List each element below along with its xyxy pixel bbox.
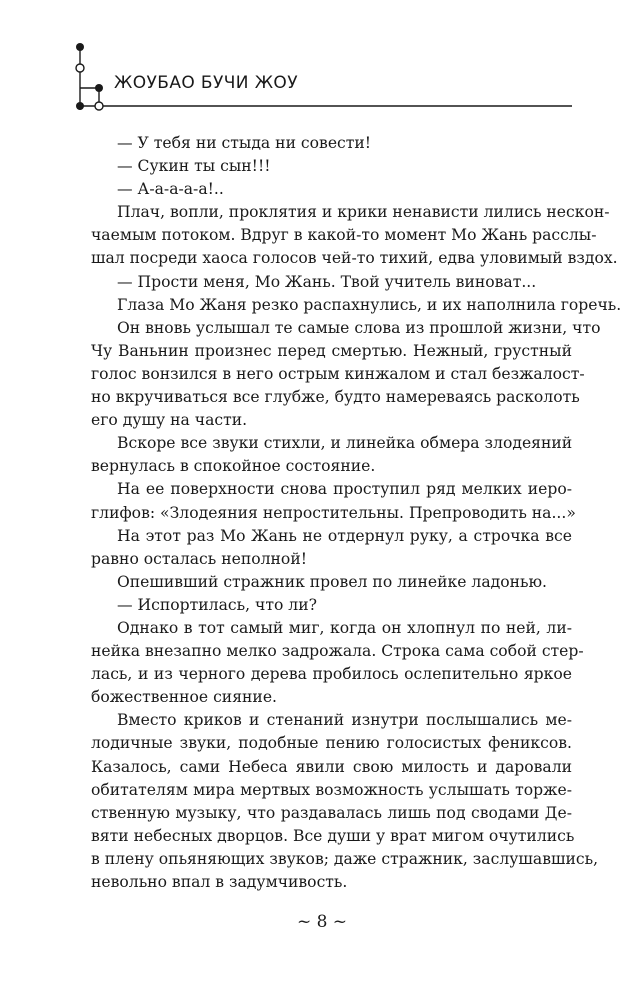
paragraph (91, 617, 584, 709)
header-ornament (0, 0, 644, 112)
paragraph (91, 132, 572, 155)
ornament-ring (95, 102, 103, 110)
paragraph (91, 571, 572, 594)
text-line: нейка внезапно мелко задрожала. Строка сама собой стер- (91, 642, 584, 661)
paragraph (91, 201, 618, 270)
paragraph (91, 178, 572, 201)
paragraph (91, 271, 572, 294)
text-line: чаемым потоком. Вдруг в какой-то момент Мо Жань расслы- (91, 226, 597, 245)
text-line: в плену опьяняющих звуков; даже стражник, заслушавшись, (91, 849, 599, 868)
paragraph (91, 525, 572, 571)
text-line: Вместо криков и стенаний изнутри послышались ме- (117, 711, 572, 730)
text-line: лась, и из черного дерева пробилось ослепительно яркое (91, 665, 572, 684)
text-line: Однако в тот самый миг, когда он хлопнул по ней, ли- (117, 618, 572, 637)
text-line: Плач, вопли, проклятия и крики ненависти лились нескон- (117, 203, 610, 222)
text-line: Казалось, сами Небеса явили свою милость и даровали (91, 757, 572, 776)
text-line: — У тебя ни стыда ни совести! (117, 134, 372, 152)
text-line: Глаза Мо Жаня резко распахнулись, и их наполнила горечь. (117, 295, 622, 314)
paragraph (91, 294, 622, 317)
text-line: вернулась в спокойное состояние. (91, 457, 376, 476)
text-line: глифов: «Злодеяния непростительны. Препроводить на...» (91, 503, 576, 522)
text-line: Чу Ваньнин произнес перед смертью. Нежный, грустный (91, 341, 572, 360)
ornament-dot (95, 84, 103, 92)
body-text (91, 132, 622, 894)
text-line: но вкручиваться все глубже, будто намереваясь расколоть (91, 388, 580, 407)
text-line: обитателям мира мертвых возможность услышать торже- (91, 780, 572, 799)
text-line: — Испортилась, что ли? (117, 595, 317, 614)
running-title: ЖОУБАО БУЧИ ЖОУ (114, 73, 298, 93)
text-line: голос вонзился в него острым кинжалом и стал безжалост- (91, 364, 585, 383)
text-line: невольно впал в задумчивость. (91, 873, 348, 891)
text-line: Опешивший стражник провел по линейке ладонью. (117, 572, 548, 591)
text-line: — А-а-а-а-а!.. (117, 180, 224, 199)
running-header (0, 0, 644, 112)
text-line: лодичные звуки, подобные пению голосистых фениксов. (91, 734, 572, 753)
text-line: равно осталась неполной! (91, 549, 307, 568)
text-line: На этот раз Мо Жань не отдернул руку, а строчка все (117, 526, 572, 545)
paragraph (91, 317, 601, 432)
paragraph (91, 709, 599, 894)
paragraph (91, 432, 572, 478)
ornament-ring (76, 64, 84, 72)
text-line: вяти небесных дворцов. Все души у врат мигом очутились (91, 826, 575, 845)
text-line: шал посреди хаоса голосов чей-то тихий, едва уловимый вздох. (91, 249, 618, 268)
ornament-dot (76, 102, 84, 110)
text-line: его душу на части. (91, 411, 248, 430)
text-line: — Прости меня, Мо Жань. Твой учитель виноват... (117, 272, 537, 291)
page-number: ~ 8 ~ (296, 912, 348, 932)
text-line: — Сукин ты сын!!! (117, 157, 271, 176)
paragraph (91, 155, 572, 178)
text-line: Он вновь услышал те самые слова из прошлой жизни, что (117, 318, 601, 337)
text-line: Вскоре все звуки стихли, и линейка обмера злодеяний (117, 434, 573, 453)
ornament-dot (76, 43, 84, 51)
text-line: божественное сияние. (91, 688, 278, 707)
text-line: ственную музыку, что раздавалась лишь под сводами Де- (91, 803, 572, 822)
paragraph (91, 478, 576, 524)
paragraph (91, 594, 572, 617)
text-line: На ее поверхности снова проступил ряд мелких иеро- (117, 480, 572, 499)
